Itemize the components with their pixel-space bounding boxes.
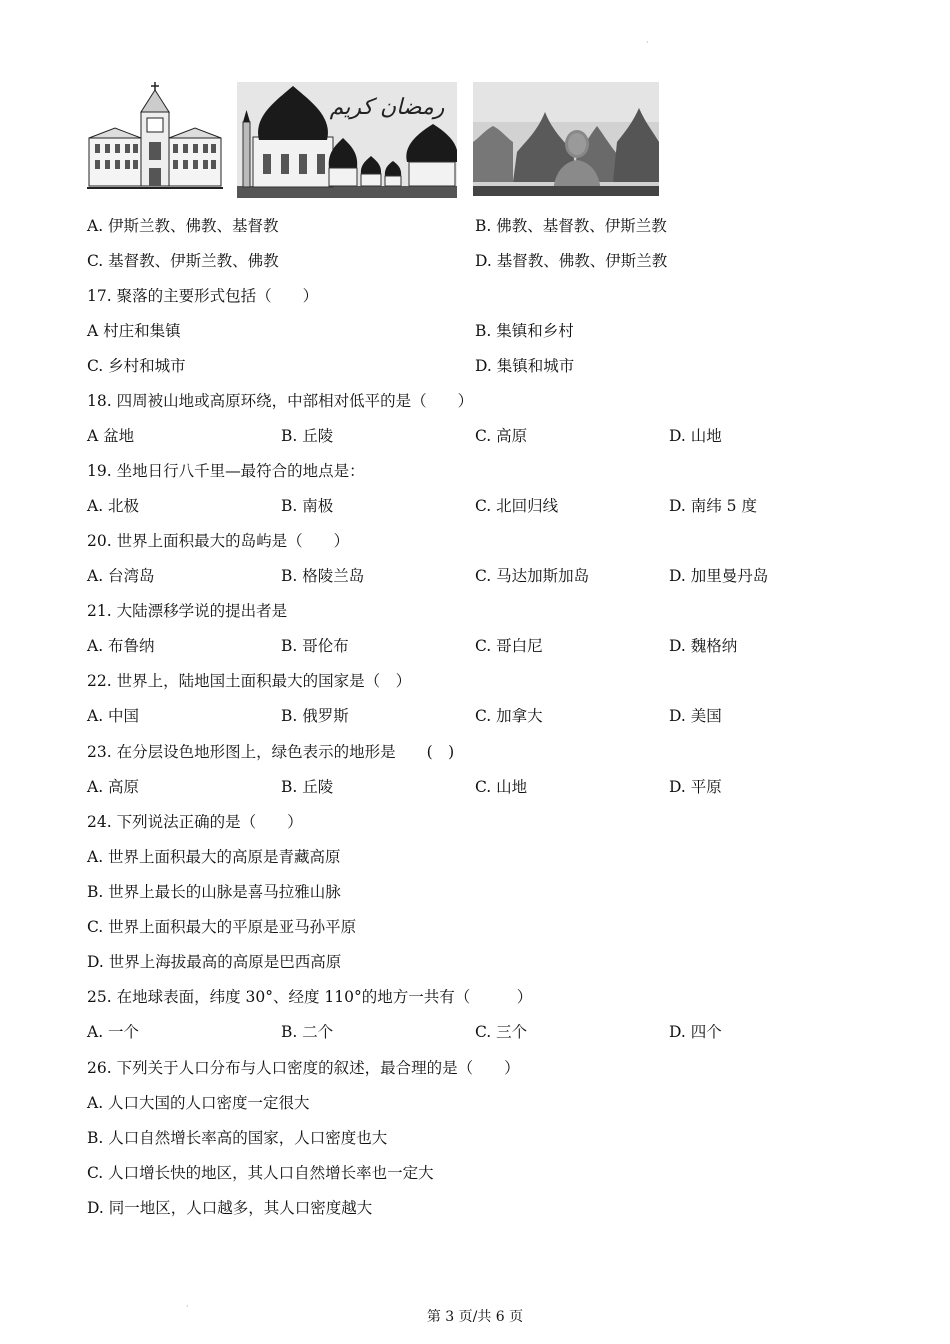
scan-dot: · — [646, 38, 649, 47]
q22-option-d: D. 美国 — [669, 707, 722, 725]
q18-option-d: D. 山地 — [669, 427, 722, 445]
scan-dot: · — [186, 1302, 189, 1311]
q21-option-b: B. 哥伦布 — [281, 637, 349, 655]
q24-option-b: B. 世界上最长的山脉是喜马拉雅山脉 — [87, 883, 341, 901]
church-image — [87, 82, 223, 196]
q26-option-c: C. 人口增长快的地区，其人口自然增长率也一定大 — [87, 1164, 434, 1182]
q19-option-a: A. 北极 — [87, 497, 140, 515]
q18-stem: 18. 四周被山地或高原环绕，中部相对低平的是（ ） — [87, 392, 474, 410]
q20-option-c: C. 马达加斯加岛 — [475, 567, 590, 585]
q26-option-d: D. 同一地区，人口越多，其人口密度越大 — [87, 1199, 373, 1217]
q25-option-a: A. 一个 — [87, 1023, 140, 1041]
q21-option-d: D. 魏格纳 — [669, 637, 738, 655]
q19-option-b: B. 南极 — [281, 497, 334, 515]
q20-stem: 20. 世界上面积最大的岛屿是（ ） — [87, 532, 350, 550]
q22-option-b: B. 俄罗斯 — [281, 707, 349, 725]
q17-option-d: D. 集镇和城市 — [475, 357, 575, 375]
q22-option-c: C. 加拿大 — [475, 707, 543, 725]
q23-option-d: D. 平原 — [669, 778, 722, 796]
q17-option-a: A 村庄和集镇 — [87, 322, 181, 340]
buddhist-temple-image — [473, 82, 659, 196]
q24-stem: 24. 下列说法正确的是（ ） — [87, 813, 303, 831]
q23-option-c: C. 山地 — [475, 778, 528, 796]
q24-option-c: C. 世界上面积最大的平原是亚马孙平原 — [87, 918, 357, 936]
svg-text:رمضان كريم: رمضان كريم — [329, 95, 445, 120]
q16-option-b: B. 佛教、基督教、伊斯兰教 — [475, 217, 667, 235]
q26-option-b: B. 人口自然增长率高的国家，人口密度也大 — [87, 1129, 388, 1147]
q22-option-a: A. 中国 — [87, 707, 140, 725]
q26-option-a: A. 人口大国的人口密度一定很大 — [87, 1094, 310, 1112]
q26-stem: 26. 下列关于人口分布与人口密度的叙述，最合理的是（ ） — [87, 1059, 520, 1077]
q16-option-c: C. 基督教、伊斯兰教、佛教 — [87, 252, 279, 270]
q21-option-c: C. 哥白尼 — [475, 637, 543, 655]
q23-option-b: B. 丘陵 — [281, 778, 334, 796]
q18-option-b: B. 丘陵 — [281, 427, 334, 445]
q24-option-d: D. 世界上海拔最高的高原是巴西高原 — [87, 953, 342, 971]
q24-option-a: A. 世界上面积最大的高原是青藏高原 — [87, 848, 341, 866]
q17-option-c: C. 乡村和城市 — [87, 357, 186, 375]
q18-option-c: C. 高原 — [475, 427, 528, 445]
q21-stem: 21. 大陆漂移学说的提出者是 — [87, 602, 288, 620]
q25-stem: 25. 在地球表面，纬度 30°、经度 110°的地方一共有（ ） — [87, 988, 533, 1006]
q16-option-d: D. 基督教、佛教、伊斯兰教 — [475, 252, 668, 270]
q19-option-d: D. 南纬 5 度 — [669, 497, 757, 515]
q23-option-a: A. 高原 — [87, 778, 140, 796]
q25-option-c: C. 三个 — [475, 1023, 528, 1041]
q21-option-a: A. 布鲁纳 — [87, 637, 155, 655]
q20-option-b: B. 格陵兰岛 — [281, 567, 365, 585]
q23-stem: 23. 在分层设色地形图上，绿色表示的地形是 ( ) — [87, 743, 455, 761]
q19-stem: 19. 坐地日行八千里—最符合的地点是： — [87, 462, 365, 480]
q20-option-a: A. 台湾岛 — [87, 567, 155, 585]
q18-option-a: A 盆地 — [87, 427, 135, 445]
q16-option-a: A. 伊斯兰教、佛教、基督教 — [87, 217, 279, 235]
q20-option-d: D. 加里曼丹岛 — [669, 567, 769, 585]
q22-stem: 22. 世界上，陆地国土面积最大的国家是（ ） — [87, 672, 412, 690]
q17-option-b: B. 集镇和乡村 — [475, 322, 574, 340]
page-footer: 第 3 页/共 6 页 — [426, 1309, 524, 1325]
q19-option-c: C. 北回归线 — [475, 497, 559, 515]
q17-stem: 17. 聚落的主要形式包括（ ） — [87, 287, 319, 305]
q25-option-d: D. 四个 — [669, 1023, 722, 1041]
q25-option-b: B. 二个 — [281, 1023, 334, 1041]
mosque-image — [237, 82, 457, 198]
